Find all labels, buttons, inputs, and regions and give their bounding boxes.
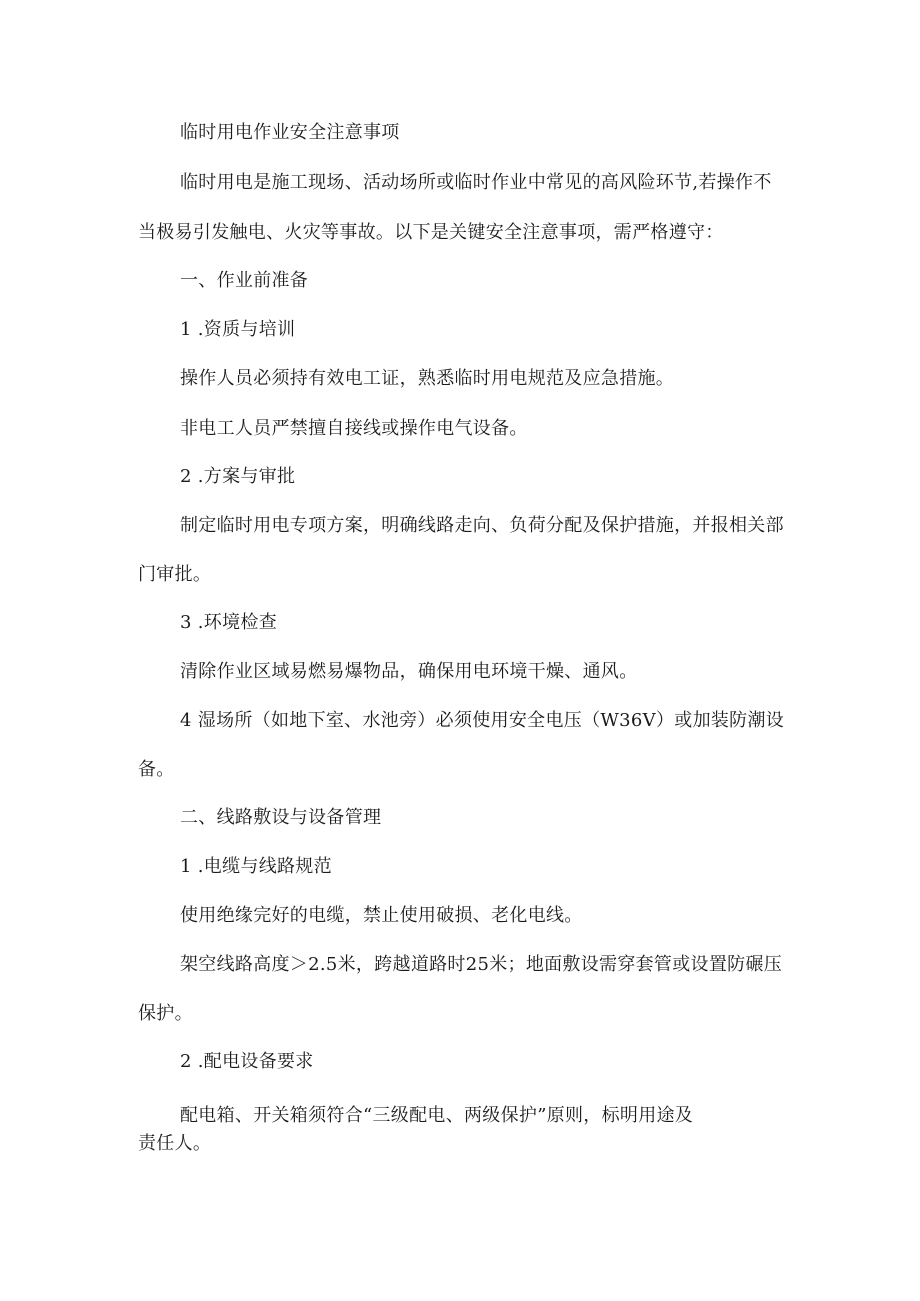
section-1-item-2-paragraph-line-2: 门审批。 xyxy=(138,564,212,585)
section-1-item-1-title: 1 .资质与培训 xyxy=(180,319,296,340)
section-2-item-2-paragraph-line-2: 责任人。 xyxy=(138,1133,212,1154)
section-1-item-3-paragraph: 清除作业区域易燃易爆物品，确保用电环境干燥、通风。 xyxy=(180,661,638,682)
section-1-heading: 一、作业前准备 xyxy=(180,270,309,291)
intro-line-1: 临时用电是施工现场、活动场所或临时作业中常见的高风险环节,若操作不 xyxy=(180,172,772,193)
section-1-item-4-line-2: 备。 xyxy=(138,759,175,780)
section-2-item-1-paragraph-1: 使用绝缘完好的电缆，禁止使用破损、老化电线。 xyxy=(180,905,583,926)
intro-line-2: 当极易引发触电、火灾等事故。以下是关键安全注意事项，需严格遵守： xyxy=(138,222,724,243)
section-1-item-3-title: 3 .环境检查 xyxy=(180,612,277,633)
section-2-item-1-paragraph-2-line-2: 保护。 xyxy=(138,1003,193,1024)
section-2-item-1-title: 1 .电缆与线路规范 xyxy=(180,856,332,877)
section-1-item-4-line-1: 4 湿场所（如地下室、水池旁）必须使用安全电压（W36V）或加装防潮设 xyxy=(180,710,785,731)
section-2-item-1-paragraph-2-line-1: 架空线路高度＞2.5米，跨越道路时25米；地面敷设需穿套管或设置防碾压 xyxy=(180,954,783,975)
section-1-item-2-title: 2 .方案与审批 xyxy=(180,466,296,487)
section-1-item-1-paragraph-2: 非电工人员严禁擅自接线或操作电气设备。 xyxy=(180,418,528,439)
section-2-item-2-paragraph-line-1: 配电箱、开关箱须符合“三级配电、两级保护”原则，标明用途及 xyxy=(180,1105,694,1126)
section-2-heading: 二、线路敷设与设备管理 xyxy=(180,807,382,828)
section-2-item-2-title: 2 .配电设备要求 xyxy=(180,1051,314,1072)
section-1-item-1-paragraph-1: 操作人员必须持有效电工证，熟悉临时用电规范及应急措施。 xyxy=(180,368,675,389)
document-title: 临时用电作业安全注意事项 xyxy=(180,122,400,143)
section-1-item-2-paragraph-line-1: 制定临时用电专项方案，明确线路走向、负荷分配及保护措施，并报相关部 xyxy=(180,515,784,536)
